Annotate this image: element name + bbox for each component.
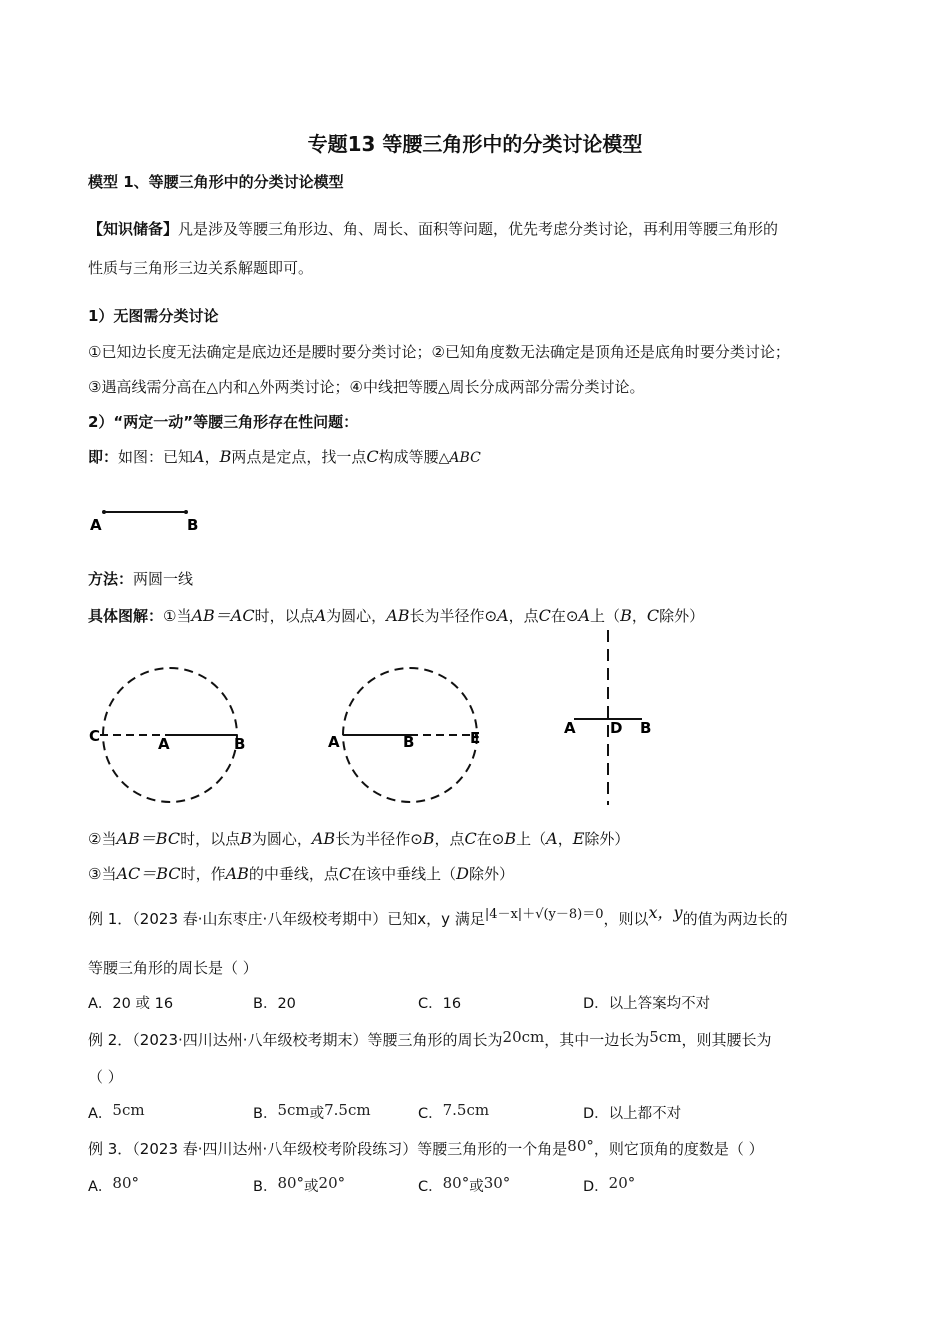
example1-question	[88, 903, 788, 929]
math-eq: AC＝BC	[116, 864, 181, 883]
text: ，点	[508, 607, 539, 625]
method-label: 方法：	[88, 570, 134, 588]
text: 上（	[590, 607, 621, 625]
knowledge-line-2: 性质与三角形三边关系解题即可。	[88, 259, 314, 277]
example1-option-c: C．16	[418, 996, 462, 1012]
option-letter: A．	[88, 1179, 113, 1195]
text: ③当	[88, 865, 117, 883]
example3-option-a	[88, 1175, 139, 1196]
text: 长为半径作⊙	[335, 830, 423, 848]
label-b: B	[403, 733, 415, 751]
segment-ab-figure	[80, 500, 220, 540]
math-A: A	[546, 829, 558, 848]
text: 为圆心，	[326, 607, 387, 625]
value: 5cm	[277, 1101, 310, 1119]
label-a: A	[90, 516, 102, 534]
section1-line2: ③遇高线需分高在△内和△外两类讨论；④中线把等腰△周长分成两部分需分类讨论。	[88, 378, 645, 396]
label-b: B	[640, 719, 652, 737]
math-C: C	[366, 447, 379, 466]
model-heading: 模型 1、等腰三角形中的分类讨论模型	[88, 173, 344, 191]
text: 除外）	[584, 830, 630, 848]
ji-label: 即：	[88, 448, 119, 466]
math-A: A	[578, 606, 591, 625]
example2-question-2: （ ）	[88, 1068, 123, 1086]
text: 或	[304, 1179, 319, 1195]
value: 80°	[567, 1137, 594, 1155]
math-C: C	[538, 606, 551, 625]
comma: ，	[204, 448, 220, 466]
point-b	[184, 510, 188, 514]
value: 20°	[608, 1174, 636, 1192]
label-c: C	[89, 727, 101, 745]
option-letter: B．	[253, 1179, 278, 1195]
circle-figures	[80, 630, 680, 810]
text: 除外）	[469, 865, 515, 883]
option-letter: A．	[88, 1106, 113, 1122]
text: ，点	[434, 830, 465, 848]
text: 或	[309, 1106, 325, 1122]
math-B: B	[504, 829, 517, 848]
math-eq: AB＝AC	[191, 606, 255, 625]
example2-option-c	[418, 1102, 489, 1123]
label-a: A	[158, 735, 170, 753]
example1-option-a: A．20 或 16	[88, 996, 174, 1012]
page-title: 专题13 等腰三角形中的分类讨论模型	[307, 132, 643, 156]
knowledge-line-1	[88, 218, 778, 239]
text: ，	[557, 830, 573, 848]
text: 例 3．（2023 春·四川达州·八年级校考阶段练习）等腰三角形的一个角是	[88, 1140, 568, 1158]
text: ，其中一边长为	[544, 1031, 650, 1049]
example3-option-b	[253, 1175, 345, 1196]
text: 为圆心，	[251, 830, 312, 848]
example3-option-d	[583, 1175, 635, 1196]
math-E: E	[572, 829, 585, 848]
math-B: B	[240, 829, 252, 848]
option-letter: B．	[253, 1106, 278, 1122]
intro-text: 如图：已知	[118, 448, 194, 466]
text: ，则其腰长为	[681, 1031, 772, 1049]
math-A: A	[314, 606, 327, 625]
label-b: B	[234, 735, 246, 753]
math-triangle: △ABC	[438, 450, 481, 466]
detail-line	[88, 603, 704, 626]
section1-heading: 1）无图需分类讨论	[88, 307, 219, 325]
figure-perpendicular-bisector	[564, 630, 651, 805]
knowledge-label: 【知识储备】	[88, 220, 179, 238]
text: 在该中垂线上（	[351, 865, 457, 883]
value: 30°	[483, 1174, 511, 1192]
math-B: B	[422, 829, 435, 848]
value: 7.5cm	[442, 1101, 490, 1119]
math-eq: AB＝BC	[116, 829, 181, 848]
option-letter: C．	[418, 1106, 443, 1122]
example2-question	[88, 1029, 771, 1050]
value: 5cm	[649, 1028, 682, 1046]
figure-circle-b	[328, 668, 480, 802]
label-d: D	[610, 719, 623, 737]
math-B: B	[219, 447, 232, 466]
value: 7.5cm	[324, 1101, 371, 1119]
text: 例 2．（2023·四川达州·八年级校考期末）等腰三角形的周长为	[88, 1031, 503, 1049]
method-text: 两圆一线	[133, 570, 194, 588]
text: 除外）	[659, 607, 705, 625]
math-AB: AB	[311, 829, 336, 848]
math-D: D	[456, 864, 469, 883]
text: 在⊙	[550, 607, 579, 625]
detail-label: 具体图解：	[88, 607, 164, 625]
knowledge-text: 凡是涉及等腰三角形边、角、周长、面积等问题，优先考虑分类讨论，再利用等腰三角形的	[178, 220, 779, 238]
math-C: C	[646, 606, 660, 625]
math-A: A	[193, 447, 205, 466]
text: 的值为两边长的	[682, 910, 788, 928]
math-C: C	[338, 864, 352, 883]
label-b: B	[187, 516, 199, 534]
text: ，则以	[603, 910, 649, 928]
method-line	[88, 568, 193, 589]
text: 时，作	[180, 865, 226, 883]
text: 例 1．（2023 春·山东枣庄·八年级校考期中）已知x，y 满足	[88, 910, 485, 928]
value: 80°	[442, 1174, 470, 1192]
point-a	[102, 510, 106, 514]
example1-option-d: D．以上答案均不对	[583, 996, 711, 1012]
section2-intro	[88, 446, 481, 467]
math-xy: x，y	[648, 903, 683, 922]
math-formula: |4－x|＋√(y－8)＝0	[484, 907, 604, 922]
intro-text: 构成等腰	[378, 448, 439, 466]
example2-option-d: D．以上都不对	[583, 1106, 682, 1122]
text: 时，以点	[254, 607, 315, 625]
value: 20°	[318, 1174, 346, 1192]
text: 的中垂线，点	[248, 865, 339, 883]
label-a: A	[328, 733, 340, 751]
case2-line	[88, 826, 629, 849]
example3-option-c	[418, 1175, 510, 1196]
figure-circle-a	[89, 668, 245, 802]
text: ②当	[88, 830, 117, 848]
math-C: C	[464, 829, 477, 848]
text: 上（	[516, 830, 547, 848]
section2-heading: 2）“两定一动”等腰三角形存在性问题：	[88, 413, 359, 431]
intro-text: 两点是定点，找一点	[231, 448, 367, 466]
text: ①当	[163, 607, 192, 625]
text: 或	[469, 1179, 484, 1195]
example1-option-b: B．20	[253, 996, 296, 1012]
text: ，则它顶角的度数是（ ）	[593, 1140, 764, 1158]
example1-question-2: 等腰三角形的周长是（ ）	[88, 959, 258, 977]
label-a: A	[564, 719, 576, 737]
example3-question	[88, 1138, 764, 1159]
math-AB: AB	[225, 864, 249, 883]
value: 20cm	[502, 1028, 545, 1046]
value: 5cm	[112, 1101, 145, 1119]
option-letter: D．	[583, 1179, 609, 1195]
text: 长为半径作⊙	[409, 607, 498, 625]
math-A: A	[497, 606, 509, 625]
value: 80°	[112, 1174, 140, 1192]
math-B: B	[620, 606, 632, 625]
option-letter: C．	[418, 1179, 443, 1195]
example2-option-b	[253, 1102, 371, 1123]
math-AB: AB	[386, 606, 410, 625]
example2-option-a	[88, 1102, 145, 1123]
case3-line	[88, 861, 514, 884]
text: ，	[631, 607, 647, 625]
section1-line1: ①已知边长度无法确定是底边还是腰时要分类讨论；②已知角度数无法确定是顶角还是底角时要分类讨论；	[88, 343, 790, 361]
value: 80°	[277, 1174, 305, 1192]
label-e: E	[470, 729, 481, 747]
text: 在⊙	[476, 830, 505, 848]
text: 时，以点	[180, 830, 241, 848]
